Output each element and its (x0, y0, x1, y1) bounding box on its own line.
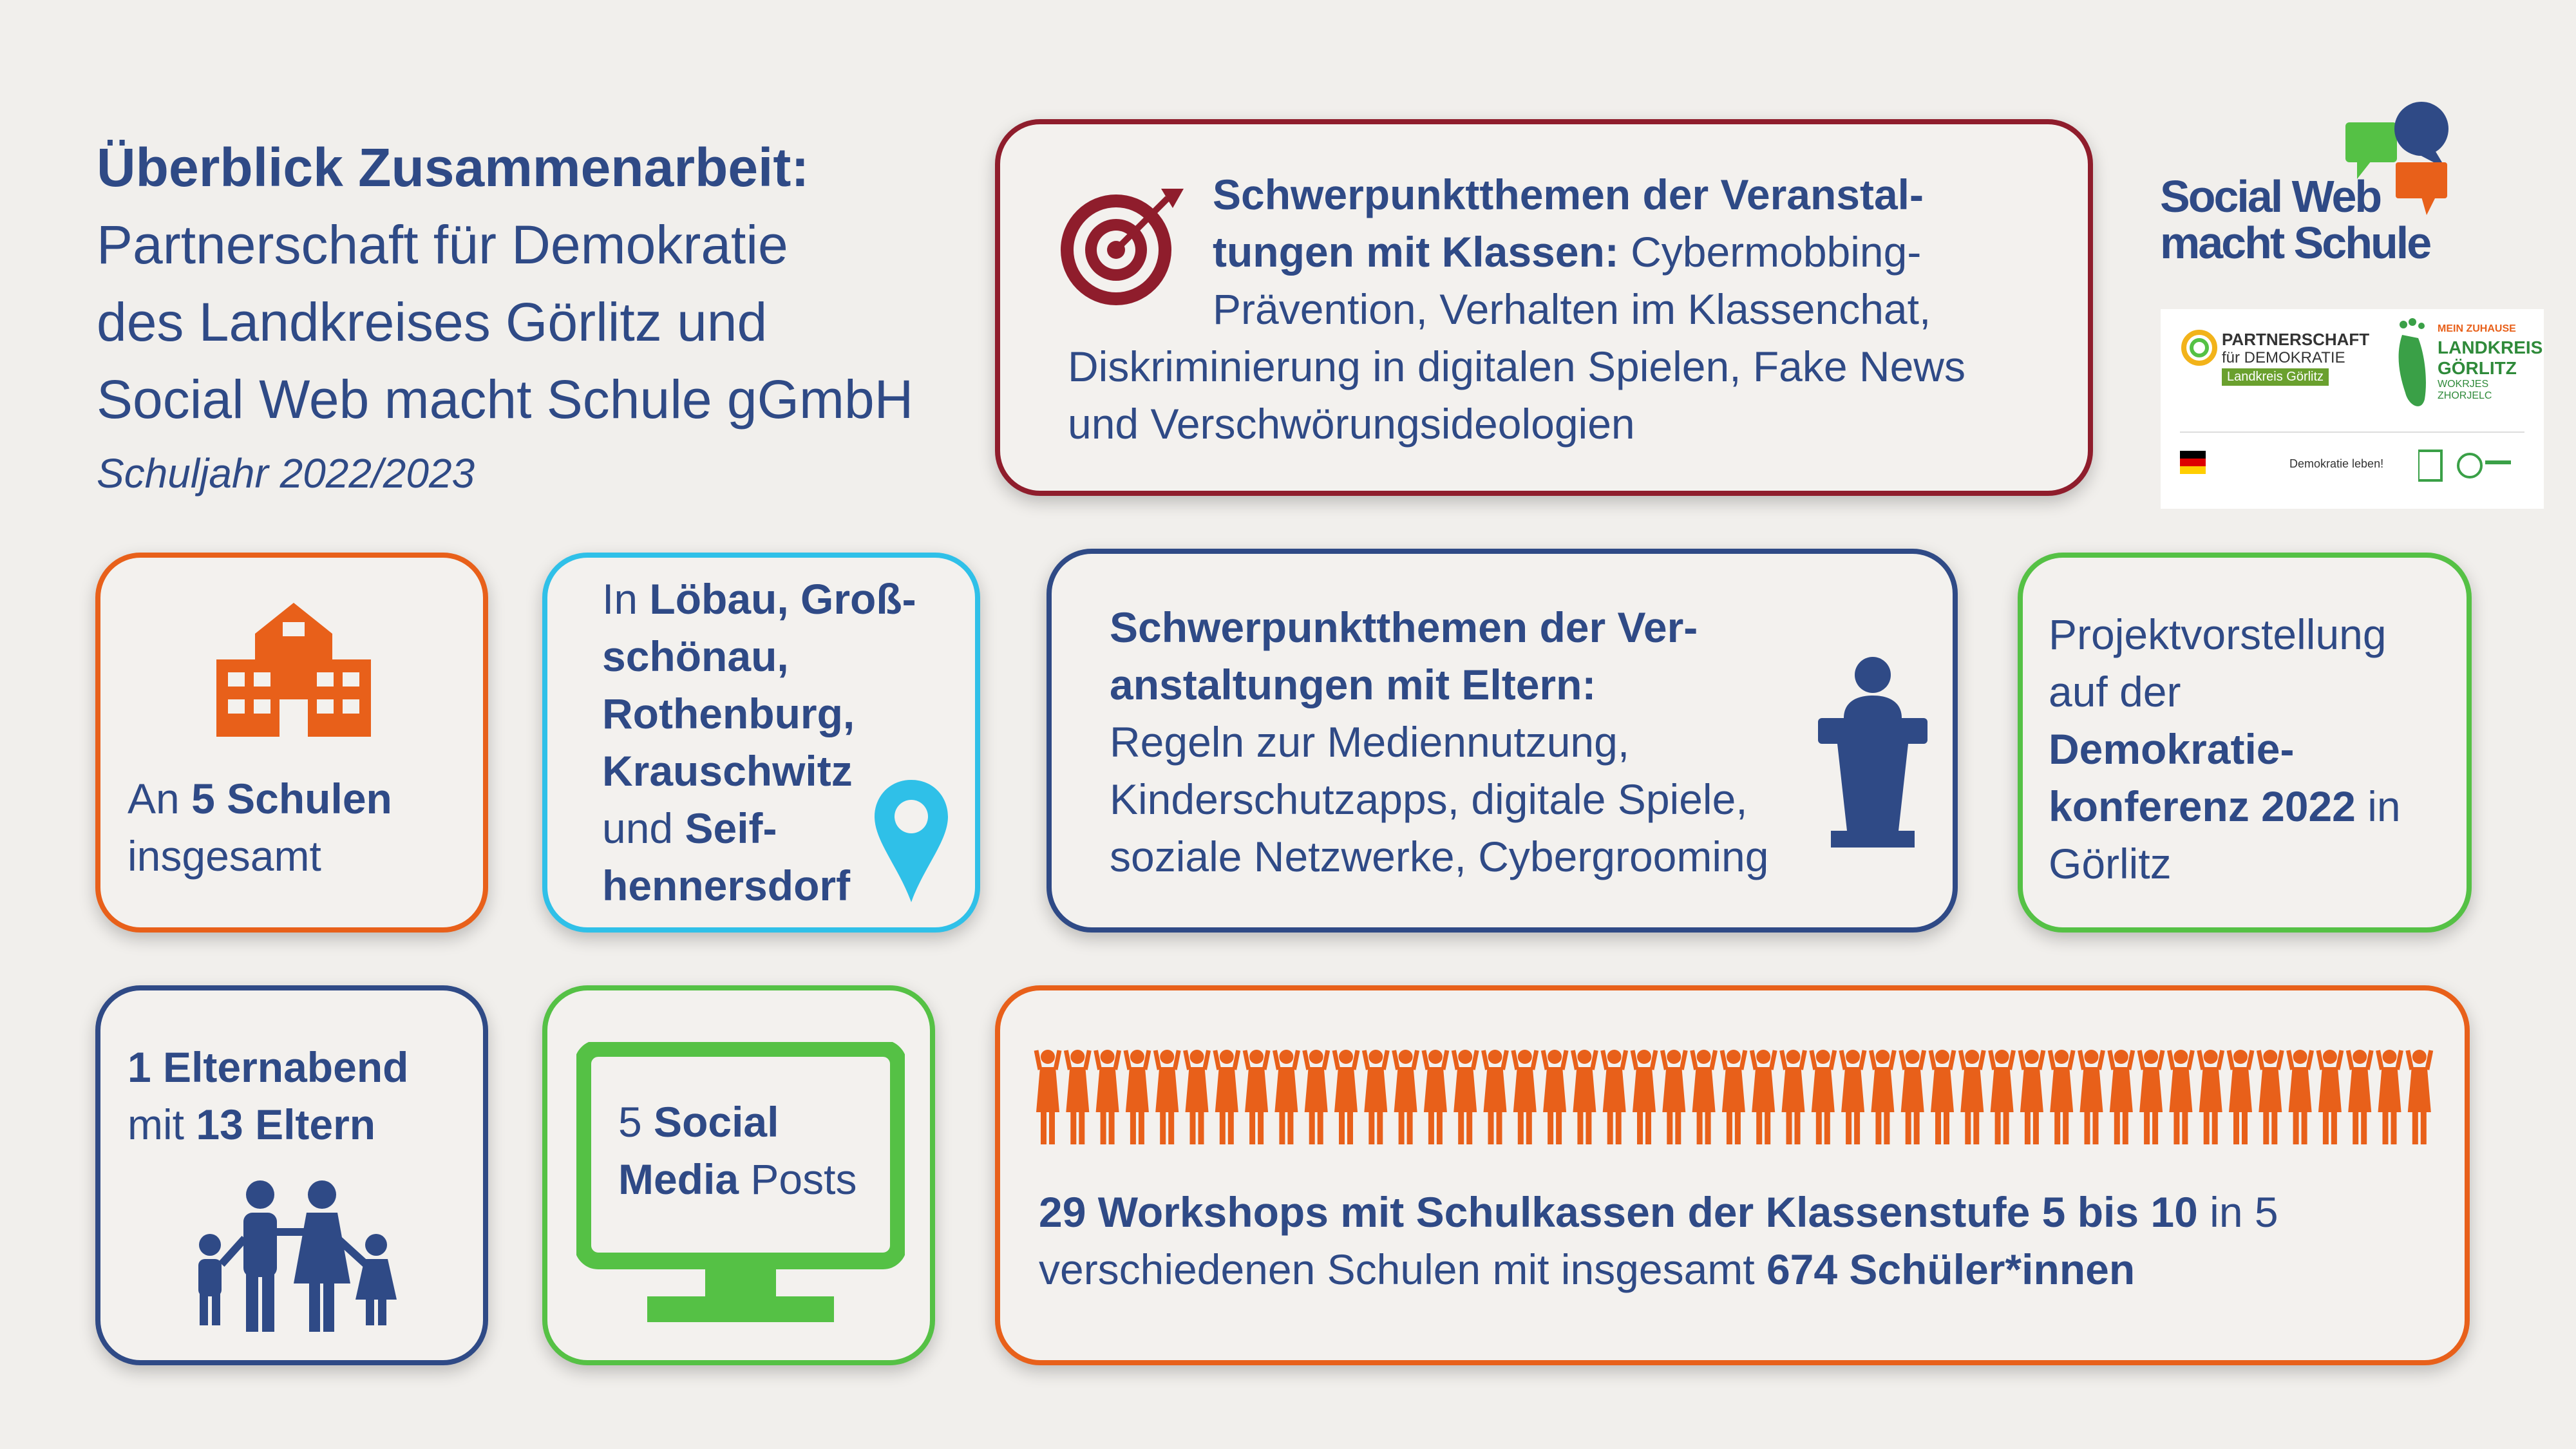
card-orte (542, 553, 980, 933)
person-figure-icon (2199, 1050, 2222, 1144)
person-figure-icon (2259, 1050, 2282, 1144)
person-figure-icon (2289, 1050, 2312, 1144)
person-figure-icon (1543, 1050, 1566, 1144)
card-schulen (95, 553, 488, 933)
konferenz-bold-1: Demokratie- (2049, 725, 2295, 773)
region-line-2: GÖRLITZ (2438, 358, 2517, 378)
region-small: MEIN ZUHAUSE (2438, 323, 2516, 334)
orte-bold-6: hennersdorf (602, 862, 851, 909)
person-figure-icon (1960, 1050, 1984, 1144)
card-workshops (995, 985, 2470, 1365)
speaker-podium-icon (1818, 657, 1927, 850)
person-figure-icon (1305, 1050, 1328, 1144)
person-figure-icon (1991, 1050, 2014, 1144)
person-figure-icon (2139, 1050, 2163, 1144)
workshops-mid: in 5 (2197, 1188, 2278, 1236)
program-logo: Demokratie leben! (2289, 457, 2384, 470)
eltern-themen-line-3: Regeln zur Mediennutzung, (1110, 718, 1630, 766)
person-figure-icon (1901, 1050, 1924, 1144)
konferenz-line-5: Görlitz (2049, 840, 2172, 887)
person-figure-icon (1454, 1050, 1477, 1144)
title-line-1: Partnerschaft für Demokratie (97, 214, 788, 275)
eltern-count: 13 Eltern (196, 1101, 376, 1148)
person-figure-icon (1573, 1050, 1596, 1144)
person-figure-icon (2110, 1050, 2133, 1144)
klassen-text-4: und Verschwörungsideologien (1068, 400, 1635, 448)
person-figure-icon (1752, 1050, 1775, 1144)
klassen-bold-2: tungen mit Klassen: (1213, 228, 1619, 276)
people-row-icon (1032, 1045, 2436, 1148)
orte-bold-4: Krauschwitz (602, 747, 853, 795)
people-row-group (1036, 1050, 2431, 1144)
card-klassen-themen (995, 119, 2093, 496)
person-figure-icon (1722, 1050, 1745, 1144)
klassen-text-2: Prävention, Verhalten im Klassenchat, (1213, 285, 1931, 333)
eltern-themen-line-5: soziale Netzwerke, Cybergrooming (1110, 833, 1769, 880)
partner-logo-panel (2161, 309, 2544, 509)
person-figure-icon (1066, 1050, 1089, 1144)
social-tail: Posts (739, 1155, 857, 1203)
person-figure-icon (1215, 1050, 1238, 1144)
person-figure-icon (1633, 1050, 1656, 1144)
eltern-themen-bold-1: Schwerpunktthemen der Ver- (1110, 603, 1698, 651)
flag-stripe-gold (2180, 466, 2206, 474)
person-figure-icon (1424, 1050, 1447, 1144)
person-figure-icon (1812, 1050, 1835, 1144)
partner-badge: Landkreis Görlitz (2222, 368, 2329, 386)
person-figure-icon (1394, 1050, 1417, 1144)
konferenz-line-1: Projektvorstellung (2049, 611, 2387, 658)
person-figure-icon (1126, 1050, 1149, 1144)
header (97, 129, 913, 497)
person-figure-icon (1931, 1050, 1954, 1144)
person-figure-icon (1274, 1050, 1298, 1144)
konferenz-line-2: auf der (2049, 668, 2181, 715)
person-figure-icon (2348, 1050, 2371, 1144)
person-figure-icon (2050, 1050, 2073, 1144)
person-figure-icon (1782, 1050, 1805, 1144)
person-figure-icon (1871, 1050, 1894, 1144)
flag-stripe-black (2180, 451, 2206, 459)
eltern-themen-line-4: Kinderschutzapps, digitale Spiele, (1110, 775, 1748, 823)
person-figure-icon (1364, 1050, 1387, 1144)
social-web-logo (2151, 97, 2460, 277)
partnership-logo-icon (2180, 328, 2219, 367)
title-line-2: des Landkreises Görlitz und (97, 292, 768, 352)
person-figure-icon (1513, 1050, 1537, 1144)
klassen-text-3: Diskriminierung in digitalen Spielen, Fake News (1068, 343, 1965, 390)
region-footprint-icon (2389, 316, 2434, 419)
person-figure-icon (1662, 1050, 1685, 1144)
person-figure-icon (1096, 1050, 1119, 1144)
person-figure-icon (1692, 1050, 1716, 1144)
schulen-line-2: insgesamt (128, 832, 321, 880)
person-figure-icon (2378, 1050, 2401, 1144)
social-bold-1: Social (654, 1098, 779, 1146)
page-title: Überblick Zusammenarbeit: (97, 137, 810, 198)
elternabend-pre: mit (128, 1101, 196, 1148)
orte-bold-5: Seif- (685, 804, 777, 852)
konferenz-tail: in (2355, 782, 2401, 830)
person-figure-icon (1186, 1050, 1209, 1144)
person-figure-icon (1603, 1050, 1626, 1144)
klassen-bold-1: Schwerpunktthemen der Veranstal- (1213, 171, 1924, 218)
eltern-themen-bold-2: anstaltungen mit Eltern: (1110, 661, 1596, 708)
person-figure-icon (1155, 1050, 1179, 1144)
logo-line-2: macht Schule (2160, 218, 2430, 268)
klassen-text-1: Cybermobbing- (1618, 228, 1922, 276)
card-konferenz (2018, 553, 2472, 933)
schulen-count: 5 Schulen (191, 775, 392, 822)
person-figure-icon (2080, 1050, 2103, 1144)
social-pre: 5 (618, 1098, 654, 1146)
orte-bold-3: Rothenburg, (602, 690, 855, 737)
orte-pre: In (602, 575, 650, 623)
funding-logos-icon (2418, 448, 2515, 486)
flag-stripe-red (2180, 459, 2206, 466)
person-figure-icon (1245, 1050, 1268, 1144)
social-bold-2: Media (618, 1155, 739, 1203)
card-eltern-themen (1046, 549, 1958, 933)
target-icon (1058, 182, 1187, 311)
card-social-media (542, 985, 935, 1365)
workshops-line-2: verschiedenen Schulen mit insgesamt (1039, 1245, 1766, 1293)
elternabend-count: 1 Elternabend (128, 1043, 409, 1091)
person-figure-icon (1484, 1050, 1507, 1144)
konferenz-bold-2: konferenz 2022 (2049, 782, 2356, 830)
orte-mid: und (602, 804, 685, 852)
person-figure-icon (1334, 1050, 1358, 1144)
workshops-bold-1: 29 Workshops mit Schulkassen der Klassenstufe 5 bis 10 (1039, 1188, 2198, 1236)
page-subtitle: Schuljahr 2022/2023 (97, 450, 475, 497)
schulen-pre: An (128, 775, 192, 822)
person-figure-icon (1841, 1050, 1864, 1144)
card-elternabend (95, 985, 488, 1365)
logo-divider (2180, 431, 2524, 433)
workshops-bold-2: 674 Schüler*innen (1766, 1245, 2136, 1293)
person-figure-icon (2020, 1050, 2043, 1144)
region-sub: WOKRJES ZHORJELC (2438, 379, 2492, 401)
orte-bold-2: schönau, (602, 632, 789, 680)
location-pin-icon (869, 777, 953, 905)
logo-line-1: Social Web (2160, 171, 2381, 222)
person-figure-icon (2169, 1050, 2192, 1144)
family-icon (184, 1180, 403, 1335)
region-line-1: LANDKREIS (2438, 337, 2543, 357)
person-figure-icon (1036, 1050, 1059, 1144)
person-figure-icon (2229, 1050, 2252, 1144)
title-line-3: Social Web macht Schule gGmbH (97, 369, 914, 430)
partner-name-2: für DEMOKRATIE (2222, 349, 2345, 366)
person-figure-icon (2408, 1050, 2431, 1144)
orte-bold-1: Löbau, Groß- (649, 575, 916, 623)
person-figure-icon (2318, 1050, 2342, 1144)
partner-name-1: PARTNERSCHAFT (2222, 330, 2370, 349)
school-building-icon (216, 603, 371, 738)
